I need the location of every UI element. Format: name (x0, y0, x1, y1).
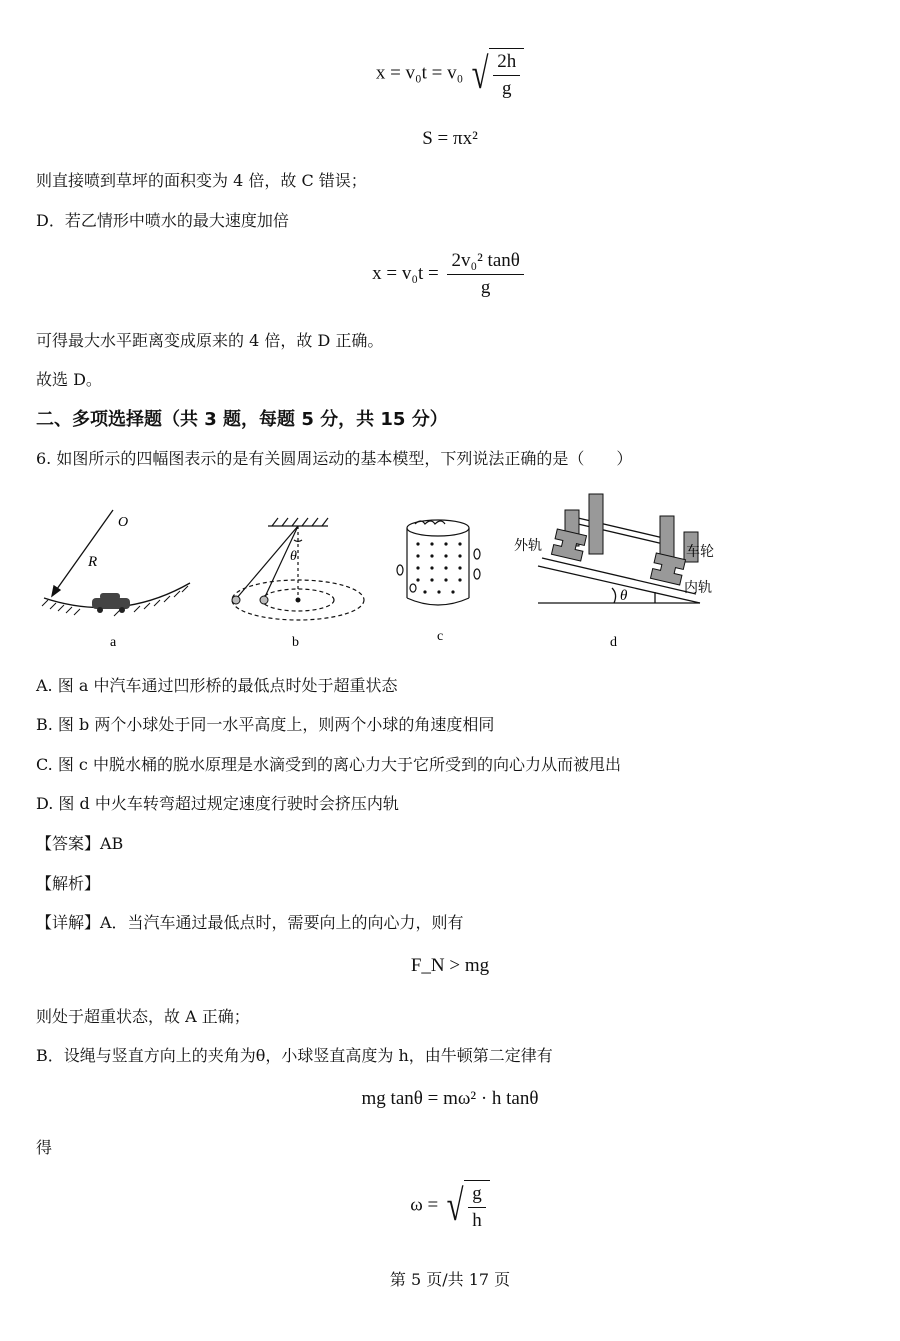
formula-normal-force: F_N > mg (410, 955, 490, 976)
fig-label-d: d (610, 635, 617, 650)
analysis-heading: 【解析】 (36, 874, 101, 893)
page-footer: 第 5 页/共 17 页 (389, 1270, 511, 1289)
label-O: O (118, 515, 129, 530)
formula-newton: mg tanθ = mω² · h tanθ (361, 1088, 539, 1109)
frac-denominator: g (501, 78, 512, 99)
formula-range (0, 48, 900, 100)
figure-b (232, 518, 364, 620)
label-R: R (88, 554, 98, 570)
frac-denominator: g (480, 277, 491, 298)
sqrt: √ $\frac{g}{h}$ (443, 1180, 490, 1232)
paragraph: 故选 D。 (36, 370, 102, 389)
option-a: A. 图 a 中汽车通过凹形桥的最低点时处于超重状态 (36, 676, 398, 695)
label-outer-rail: 外轨 (514, 538, 542, 554)
question-stem: 6. 如图所示的四幅图表示的是有关圆周运动的基本模型，下列说法正确的是（ ） (36, 449, 633, 468)
detail-heading: 【详解】A．当汽车通过最低点时，需要向上的向心力，则有 (36, 913, 464, 932)
formula-omega (0, 1180, 900, 1232)
label-inner-rail: 内轨 (684, 580, 712, 596)
label-theta-d: θ (620, 588, 628, 604)
paragraph: 可得最大水平距离变成原来的 4 倍，故 D 正确。 (36, 331, 384, 350)
frac-numerator: g (468, 1183, 486, 1208)
formula-lhs: ω = (410, 1194, 439, 1216)
answer: 【答案】AB (36, 834, 124, 853)
sqrt: √ $\frac{2h}{g}$ (468, 48, 524, 100)
figures-circular-motion (0, 488, 900, 658)
frac-numerator: 2h (493, 51, 520, 76)
option-b: B. 图 b 两个小球处于同一水平高度上，则两个小球的角速度相同 (36, 715, 495, 734)
paragraph: 则直接喷到草坪的面积变为 4 倍，故 C 错误； (36, 171, 367, 190)
formula-area: S = πx² (422, 128, 478, 149)
formula-lhs: x = v₀t = (372, 262, 439, 284)
label-wheel: 车轮 (686, 544, 714, 560)
option-c: C. 图 c 中脱水桶的脱水原理是水滴受到的离心力大于它所受到的向心力从而被甩出 (36, 755, 621, 774)
section-heading: 二、多项选择题（共 3 题，每题 5 分，共 15 分） (36, 409, 448, 430)
label-theta-b: θ (290, 549, 297, 564)
formula-max-range (0, 250, 900, 299)
formula-range-lhs: x = v₀t = v₀ (375, 62, 464, 84)
paragraph: 得 (36, 1138, 53, 1157)
paragraph: 则处于超重状态，故 A 正确； (36, 1007, 250, 1026)
frac-denominator: h (472, 1210, 482, 1231)
frac-numerator: 2v₀² tanθ (447, 250, 523, 275)
fig-label-a: a (110, 635, 117, 650)
fig-label-c: c (437, 629, 444, 644)
wheel-outer (551, 494, 603, 561)
option-d: D. 图 d 中火车转弯超过规定速度行驶时会挤压内轨 (36, 794, 399, 813)
fig-label-b: b (292, 635, 299, 650)
paragraph: B．设绳与竖直方向上的夹角为θ，小球竖直高度为 h，由牛顿第二定律有 (36, 1046, 553, 1065)
drum-holes (416, 542, 461, 593)
paragraph: D．若乙情形中喷水的最大速度加倍 (36, 211, 289, 230)
